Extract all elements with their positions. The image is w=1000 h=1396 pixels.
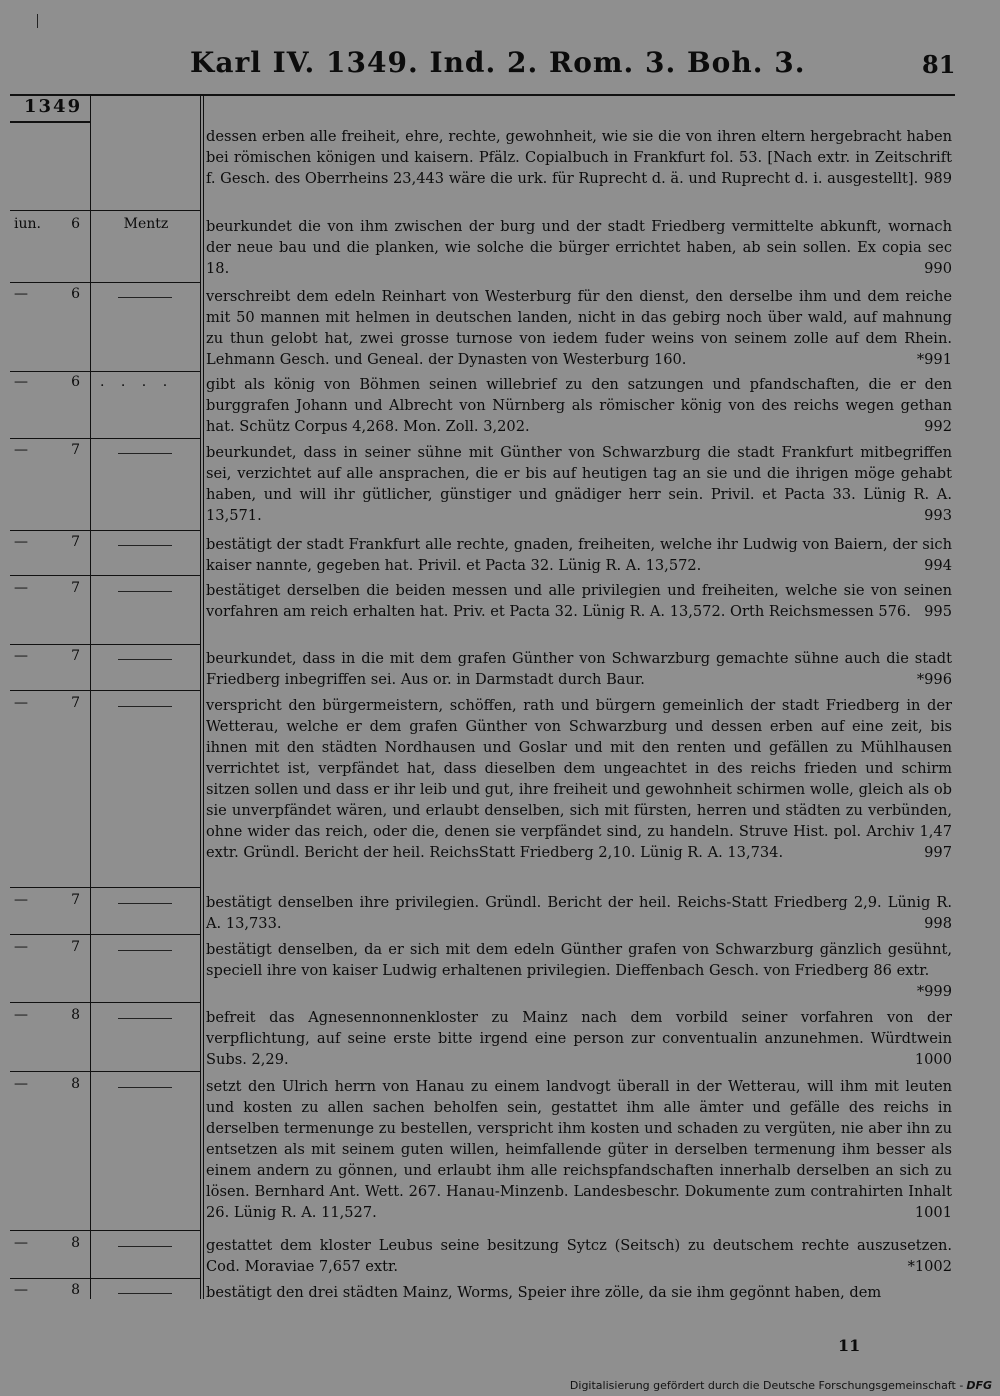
year-label: 1349 xyxy=(24,96,83,117)
entry-text xyxy=(206,648,952,690)
entry-body: bestätigt denselben ihre privilegien. Gründl. Bericht der heil. Reichs-Statt Friedberg 2,9. Lünig R. A. 13,733. xyxy=(206,894,952,932)
place-ditto-dash xyxy=(118,1246,172,1247)
entry-number: *996 xyxy=(916,671,952,688)
entry-text xyxy=(206,442,952,526)
entry-day: 7 xyxy=(71,442,80,458)
entry-day: 6 xyxy=(71,374,80,390)
place-ditto-dash xyxy=(118,903,172,904)
column-rule-place-inner xyxy=(203,96,204,1299)
entry-month: — xyxy=(14,695,28,711)
entry-day: 7 xyxy=(71,892,80,908)
page-header xyxy=(0,46,1000,86)
entry-month: — xyxy=(14,892,28,908)
entry-text xyxy=(206,1235,952,1277)
entry-text xyxy=(206,892,952,934)
entry-separator xyxy=(10,438,200,439)
entry-place: Mentz xyxy=(123,216,169,232)
entry-text xyxy=(206,374,952,437)
entry-number: 990 xyxy=(924,260,952,277)
entry-day: 7 xyxy=(71,648,80,664)
entry-number: 993 xyxy=(924,507,952,524)
entry-month: — xyxy=(14,1282,28,1298)
entry-separator xyxy=(10,575,200,576)
place-ditto-dash xyxy=(118,1087,172,1088)
entry-separator xyxy=(10,210,200,211)
place-ditto-dash xyxy=(118,706,172,707)
place-ditto-dash xyxy=(118,591,172,592)
entry-separator xyxy=(10,1278,200,1279)
entry-body: setzt den Ulrich herrn von Hanau zu einem landvogt überall in der Wetterau, will ihm mit leuten und kosten zu allen sachen beholfen sein, gestattet ihm alle ämter und gefälle des reichs in derselben termenunge zu bestellen, verspricht ihm kosten und schaden zu vergüten, nie aber ihn zu entsetzen als mit seinem guten willen, heimfallende güter in derselben termenung ihm besser als einem andern zu gönnen, und erlaubt ihm alle reichspfandschaften innerhalb derselben an sich zu lösen. Bernhard Ant. Wett. 267. Hanau-Minzenb. Landesbeschr. Dokumente zum contrahirten Inhalt 26. Lünig R. A. 11,527. xyxy=(206,1078,952,1221)
entry-number: *999 xyxy=(916,983,952,1000)
digitization-credit xyxy=(570,1379,992,1392)
entry-separator xyxy=(10,1071,200,1072)
entry-day: 7 xyxy=(71,534,80,550)
entry-number: 989 xyxy=(924,170,952,187)
entry-body: beurkundet die von ihm zwischen der burg und der stadt Friedberg vermittelte abkunft, wornach der neue bau und die planken, wie solche die bürger errichtet haben, ab sein sollen. Ex copia sec 18. xyxy=(206,218,952,277)
entry-text xyxy=(206,1007,952,1070)
entry-day: 7 xyxy=(71,695,80,711)
entry-body: beurkundet, dass in seiner sühne mit Günther von Schwarzburg die stadt Frankfurt mitbegriffen sei, verzichtet auf alle ansprachen, die er bis auf heutigen tag an sie und die ihrigen möge gehabt haben, und will ihr gütlicher, günstiger und gnädiger herr sein. Privil. et Pacta 33. Lünig R. A. 13,571. xyxy=(206,444,952,524)
place-ditto-dash xyxy=(118,545,172,546)
entry-separator xyxy=(10,887,200,888)
entry-body: bestätigt den drei städten Mainz, Worms, Speier ihre zölle, da sie ihm gegönnt haben, dem xyxy=(206,1284,882,1301)
entry-text xyxy=(206,126,952,189)
entry-number: 994 xyxy=(924,557,952,574)
place-ditto-dash xyxy=(118,950,172,951)
entry-text xyxy=(206,216,952,279)
entry-body: verschreibt dem edeln Reinhart von Westerburg für den dienst, den derselbe ihm und dem reiche mit 50 mannen mit helmen in deutschen landen, nicht in das gebirg noch über wald, auf mahnung zu thun gelobt hat, zwei grosse turnose von iedem fuder weins von seinem zolle auf dem Rhein. Lehmann Gesch. und Geneal. der Dynasten von Westerburg 160. xyxy=(206,288,952,368)
header-rule xyxy=(10,94,955,96)
entry-month: — xyxy=(14,1076,28,1092)
entry-number: 1000 xyxy=(914,1051,952,1068)
entry-number: 997 xyxy=(924,844,952,861)
entry-text xyxy=(206,695,952,863)
year-box xyxy=(10,96,90,123)
entry-number: *1002 xyxy=(907,1258,952,1275)
margin-tick xyxy=(37,14,38,28)
entry-body: bestätigt denselben, da er sich mit dem edeln Günther grafen von Schwarzburg gänzlich gesühnt, speciell ihre von kaiser Ludwig erhaltenen privilegien. Dieffenbach Gesch. von Friedberg 86 extr. xyxy=(206,941,952,979)
entry-body: dessen erben alle freiheit, ehre, rechte, gewohnheit, wie sie die von ihren eltern hergebracht haben bei römischen königen und kaisern. Pfälz. Copialbuch in Frankfurt fol. 53. [Nach extr. in Zeitschrift f. Gesch. des Oberrheins 23,443 wäre die urk. für Ruprecht d. ä. und Ruprecht d. i. ausgestellt]. xyxy=(206,128,952,187)
entry-month: — xyxy=(14,648,28,664)
column-rule-date xyxy=(90,96,91,1299)
entry-number: 992 xyxy=(924,418,952,435)
entry-separator xyxy=(10,934,200,935)
entry-separator xyxy=(10,1002,200,1003)
entry-day: 6 xyxy=(71,286,80,302)
entry-separator xyxy=(10,282,200,283)
entry-number: 998 xyxy=(924,915,952,932)
entry-text xyxy=(206,1076,952,1223)
entry-day: 7 xyxy=(71,580,80,596)
entry-day: 8 xyxy=(71,1007,80,1023)
dfg-logo: DFG xyxy=(966,1379,992,1392)
entry-text xyxy=(206,939,952,1002)
column-rule-place xyxy=(200,96,201,1299)
place-ditto-dash xyxy=(118,297,172,298)
entry-month: — xyxy=(14,939,28,955)
entry-day: 7 xyxy=(71,939,80,955)
running-title: Karl IV. 1349. Ind. 2. Rom. 3. Boh. 3. xyxy=(190,46,806,79)
entry-body: befreit das Agnesennonnenkloster zu Mainz nach dem vorbild seiner vorfahren von der verpflichtung, auf seine erste bitte irgend eine person zur conventualin anzunehmen. Würdtwein Subs. 2,29. xyxy=(206,1009,952,1068)
entry-body: gibt als könig von Böhmen seinen willebrief zu den satzungen und pfandschaften, die er den burggrafen Johann und Albrecht von Nürnberg als römischer könig von des reichs wegen gethan hat. Schütz Corpus 4,268. Mon. Zoll. 3,202. xyxy=(206,376,952,435)
entry-month: — xyxy=(14,442,28,458)
credit-text: Digitalisierung gefördert durch die Deutsche Forschungsgemeinschaft - xyxy=(569,1379,964,1392)
place-ditto-dash xyxy=(118,1018,172,1019)
entry-body: bestätiget derselben die beiden messen und alle privilegien und freiheiten, welche sie von seinen vorfahren am reich erhalten hat. Priv. et Pacta 32. Lünig R. A. 13,572. Orth Reichsmessen 576. xyxy=(206,582,952,620)
entry-month: — xyxy=(14,534,28,550)
entry-body: verspricht den bürgermeistern, schöffen, rath und bürgern gemeinlich der stadt Friedberg in der Wetterau, welche er dem grafen Günther von Schwarzburg und dessen erben auf eine zeit, bis ihnen mit den städten Nordhausen und Goslar und mit den renten und gefällen zu Mühlhausen verrichtet ist, verpfändet hat, dass dieselben dem ungeachtet in des reichs frieden und schirm sitzen sollen und dass er ihr leib und gut, ihre freiheit und gewohnheit schirmen wolle, gleich als ob sie unverpfändet wären, und erlaubt denselben, sich mit fürsten, herren und städten zu verbünden, ohne wider das reich, oder die, denen sie verpfändet sind, zu handeln. Struve Hist. pol. Archiv 1,47 extr. Gründl. Bericht der heil. ReichsStatt Friedberg 2,10. Lünig R. A. 13,734. xyxy=(206,697,952,861)
entry-month: — xyxy=(14,1007,28,1023)
entry-separator xyxy=(10,371,200,372)
entry-number: *991 xyxy=(916,351,952,368)
signature-mark: 11 xyxy=(838,1336,861,1355)
entry-separator xyxy=(10,690,200,691)
entry-day: 8 xyxy=(71,1076,80,1092)
entry-text xyxy=(206,534,952,576)
entry-month: — xyxy=(14,1235,28,1251)
entry-separator xyxy=(10,1230,200,1231)
entry-body: beurkundet, dass in die mit dem grafen Günther von Schwarzburg gemachte sühne auch die stadt Friedberg inbegriffen sei. Aus or. in Darmstadt durch Baur. xyxy=(206,650,952,688)
page-number: 81 xyxy=(922,50,956,79)
place-ditto-dash xyxy=(118,1293,172,1294)
place-dots: . . . . xyxy=(100,374,174,390)
entry-day: 8 xyxy=(71,1282,80,1298)
entry-day: 6 xyxy=(71,216,80,232)
entry-month: — xyxy=(14,374,28,390)
entry-month: — xyxy=(14,286,28,302)
entry-number: 995 xyxy=(924,603,952,620)
place-ditto-dash xyxy=(118,453,172,454)
entry-text xyxy=(206,286,952,370)
entry-text xyxy=(206,1282,952,1303)
entry-body: bestätigt der stadt Frankfurt alle rechte, gnaden, freiheiten, welche ihr Ludwig von Baiern, der sich kaiser nannte, gegeben hat. Privil. et Pacta 32. Lünig R. A. 13,572. xyxy=(206,536,952,574)
entry-body: gestattet dem kloster Leubus seine besitzung Sytcz (Seitsch) zu deutschem rechte auszusetzen. Cod. Moraviae 7,657 extr. xyxy=(206,1237,952,1275)
entry-month: — xyxy=(14,580,28,596)
entry-day: 8 xyxy=(71,1235,80,1251)
entry-separator xyxy=(10,644,200,645)
entry-number: 1001 xyxy=(914,1204,952,1221)
entry-month: iun. xyxy=(14,216,41,232)
entry-text xyxy=(206,580,952,622)
place-ditto-dash xyxy=(118,659,172,660)
entry-separator xyxy=(10,530,200,531)
